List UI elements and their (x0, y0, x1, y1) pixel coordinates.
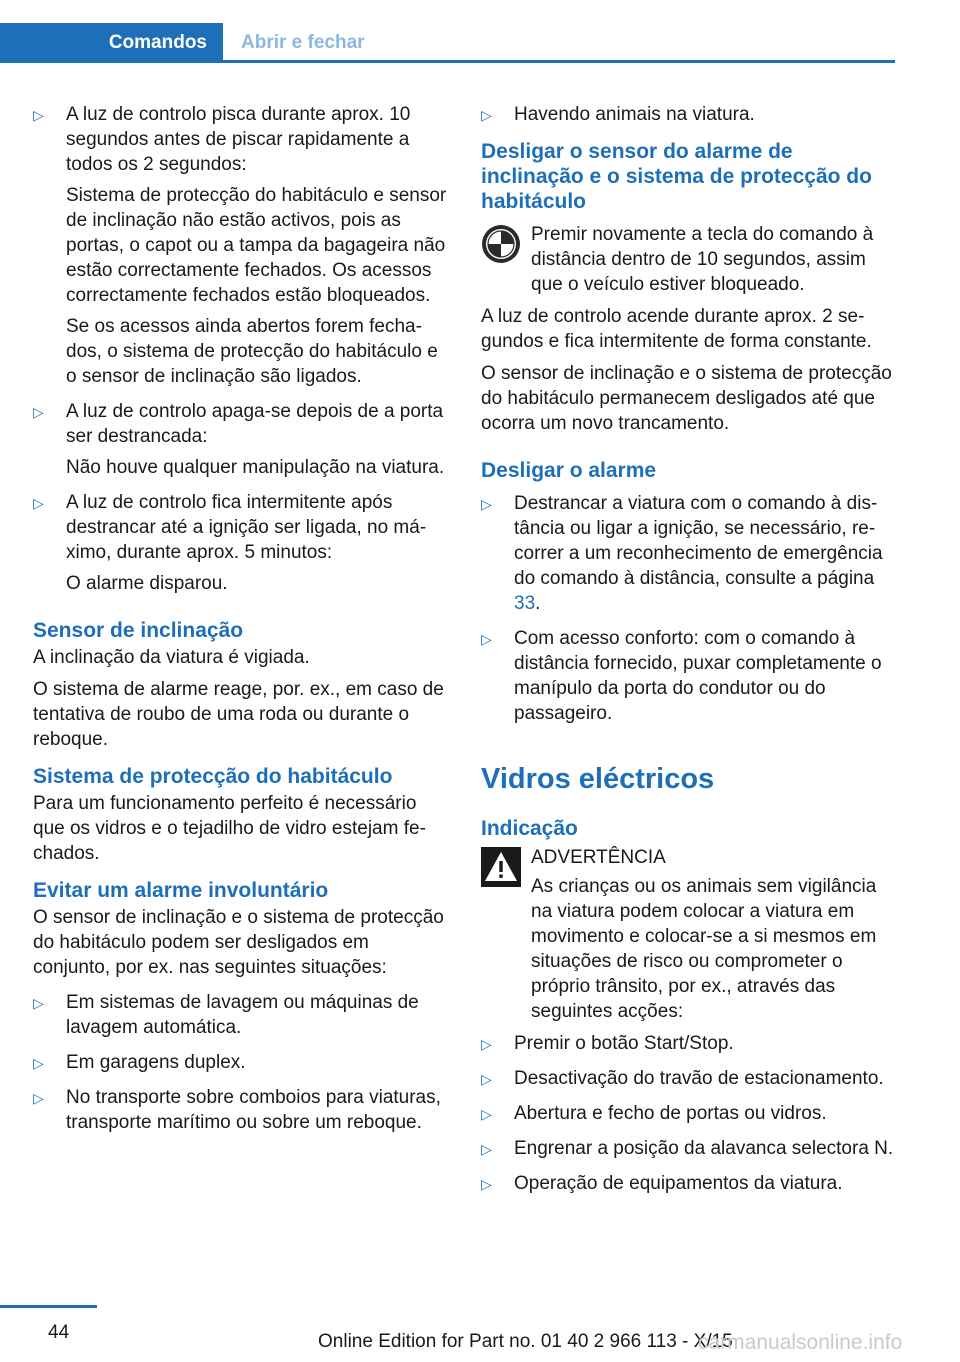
heading-vidros-electricos: Vidros eléctricos (481, 763, 715, 795)
footer-rule (0, 1305, 97, 1308)
tab-abrir-e-fechar-label: Abrir e fechar (241, 31, 365, 53)
list-item (481, 1101, 896, 1126)
watermark: carmanualsonline.info (698, 1331, 903, 1354)
heading-sistema-proteccao: Sistema de protecção do habitáculo (33, 765, 393, 788)
paragraph: Com acesso conforto: com o comando à distância fornecido, puxar completamente o manípulo da porta do condutor ou do passageiro. (514, 628, 882, 724)
bullet-icon: ▷ (481, 631, 492, 647)
header-rule (0, 60, 895, 63)
bullet-icon: ▷ (33, 1090, 44, 1106)
list-item (481, 491, 896, 616)
list-item (481, 102, 896, 127)
list-item (481, 626, 896, 726)
bullet-icon: ▷ (33, 107, 44, 123)
paragraph: A luz de controlo apaga-se depois de a porta ser destrancada: (66, 401, 444, 447)
heading-indicacao: Indicação (481, 817, 578, 840)
list-item (33, 399, 448, 480)
paragraph: O sistema de alarme reage, por. ex., em caso de tentativa de roubo de uma roda ou durante o reboque. (33, 679, 444, 750)
edition-label: Online Edition for Part no. 01 40 2 966 113 - X/15 (318, 1331, 733, 1352)
paragraph: Se os acessos ainda abertos forem fechados, o sistema de protecção do habitáculo e o sensor de inclinação são ligados. (66, 316, 438, 387)
paragraph: No transporte sobre comboios para viaturas, transporte marítimo ou sobre um reboque. (66, 1087, 441, 1133)
list-item (33, 1050, 448, 1075)
paragraph-text: Destrancar a viatura com o comando à distância ou ligar a ignição, se necessário, recorrer a um reconhecimento de emergência do comando à distância, consulte a página (514, 493, 883, 589)
paragraph: Operação de equipamentos da viatura. (514, 1173, 843, 1194)
warning-icon (481, 847, 521, 887)
bullet-icon: ▷ (481, 107, 492, 123)
heading-evitar-alarme: Evitar um alarme involuntário (33, 879, 329, 902)
bullet-icon: ▷ (481, 1036, 492, 1052)
paragraph: Havendo animais na viatura. (514, 104, 755, 125)
paragraph (514, 491, 896, 616)
right-column (481, 102, 896, 1206)
paragraph: A inclinação da viatura é vigiada. (33, 647, 310, 668)
bmw-key-icon (481, 224, 521, 264)
tab-abrir-e-fechar[interactable] (223, 23, 365, 62)
paragraph: Engrenar a posição da alavanca selectora N. (514, 1138, 894, 1159)
heading-desligar-sensor: Desligar o sensor do alarme de inclinação e o sistema de protecção do habitáculo (481, 140, 872, 213)
paragraph: A luz de controlo acende durante aprox. 2 segundos e fica intermitente de forma constante. (481, 306, 872, 352)
list-item (33, 102, 448, 389)
warning-box (481, 845, 896, 1024)
paragraph: Em garagens duplex. (66, 1052, 246, 1073)
list-item (33, 1085, 448, 1135)
paragraph: Para um funcionamento perfeito é necessário que os vidros e o tejadilho de vidro estejam fechados. (33, 793, 426, 864)
warning-text: As crianças ou os animais sem vigilância na viatura podem colocar a viatura em movimento e colocar-se a si mesmos em situações de risco ou comprometer o próprio trânsito, por ex., através das seguintes acções: (531, 876, 877, 1022)
paragraph: O alarme disparou. (66, 573, 228, 594)
page-header (0, 0, 895, 64)
list-item (33, 990, 448, 1040)
bullet-icon: ▷ (481, 1141, 492, 1157)
page-number: 44 (48, 1322, 70, 1343)
tab-comandos[interactable] (0, 23, 223, 62)
bullet-icon: ▷ (33, 404, 44, 420)
bullet-icon: ▷ (481, 496, 492, 512)
list-item (481, 1066, 896, 1091)
paragraph: Não houve qualquer manipulação na viatura. (66, 457, 445, 478)
paragraph: Premir novamente a tecla do comando à distância dentro de 10 segundos, assim que o veículo estiver bloqueado. (531, 224, 874, 295)
paragraph-text: . (535, 593, 541, 614)
page-link[interactable]: 33 (514, 593, 536, 614)
heading-sensor-inclinacao: Sensor de inclinação (33, 619, 244, 642)
list-item (481, 1136, 896, 1161)
paragraph: Abertura e fecho de portas ou vidros. (514, 1103, 827, 1124)
paragraph: Desactivação do travão de estacionamento. (514, 1068, 884, 1089)
tab-comandos-label: Comandos (108, 31, 207, 53)
bullet-icon: ▷ (33, 1055, 44, 1071)
paragraph: O sensor de inclinação e o sistema de protecção do habitáculo permanecem desligados até que ocorra um novo trancamento. (481, 363, 892, 434)
list-item (481, 1171, 896, 1196)
left-column (33, 102, 448, 1145)
list-item (33, 490, 448, 596)
list-item (481, 1031, 896, 1056)
remote-key-instruction (481, 222, 896, 297)
bullet-icon: ▷ (481, 1106, 492, 1122)
bullet-icon: ▷ (33, 995, 44, 1011)
bullet-icon: ▷ (33, 495, 44, 511)
bullet-icon: ▷ (481, 1176, 492, 1192)
heading-desligar-alarme: Desligar o alarme (481, 459, 657, 482)
warning-title: ADVERTÊNCIA (531, 847, 666, 868)
paragraph: O sensor de inclinação e o sistema de protecção do habitáculo podem ser desligados em conjunto, por ex. nas seguintes situações: (33, 907, 444, 978)
paragraph: Premir o botão Start/Stop. (514, 1033, 734, 1054)
bullet-icon: ▷ (481, 1071, 492, 1087)
paragraph: A luz de controlo pisca durante aprox. 10 segundos antes de piscar rapidamente a todos os 2 segundos: (66, 104, 411, 175)
paragraph: Em sistemas de lavagem ou máquinas de lavagem automática. (66, 992, 419, 1038)
paragraph: A luz de controlo fica intermitente após destrancar até a ignição ser ligada, no máximo, durante aprox. 5 minutos: (66, 492, 427, 563)
paragraph: Sistema de protecção do habitáculo e sensor de inclinação não estão activos, pois as portas, o capot ou a tampa da bagageira não estão correctamente fechados. Os acessos correctamente fechados estão bloqueados. (66, 185, 447, 306)
